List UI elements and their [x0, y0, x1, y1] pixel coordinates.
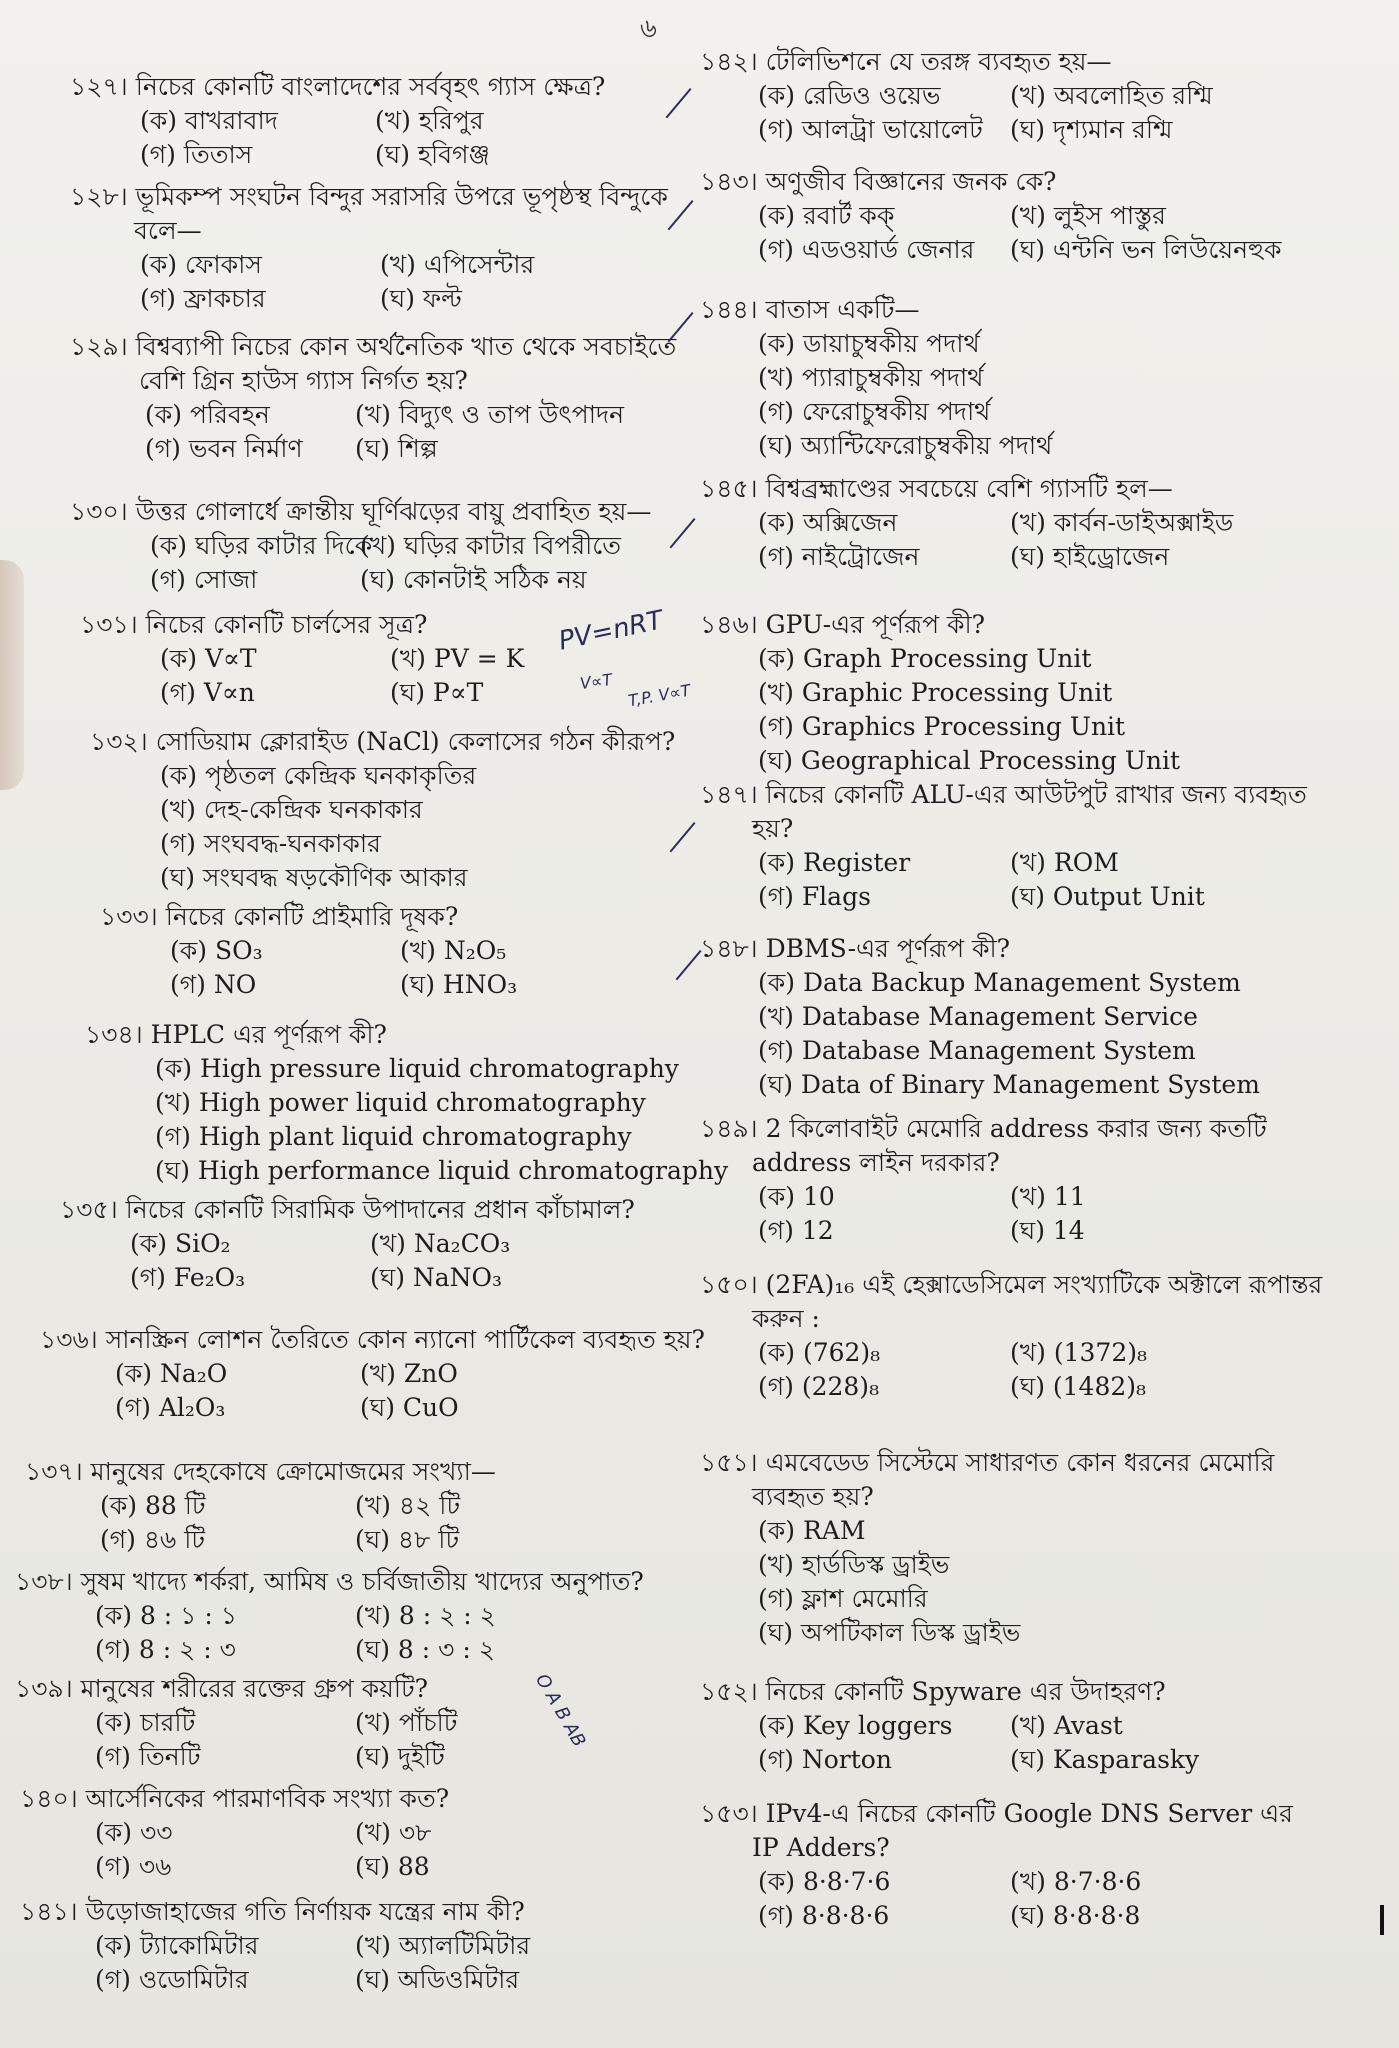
question-number: ১৪২।: [700, 47, 758, 76]
answer-option[interactable]: (ঘ) দুইটি: [355, 1742, 445, 1771]
question-stem: [70, 495, 651, 529]
answer-option[interactable]: (খ) হার্ডডিস্ক ড্রাইভ: [758, 1550, 950, 1579]
question-number: ১৪৪।: [700, 295, 758, 324]
answer-option[interactable]: (ক) পৃষ্ঠতল কেন্দ্রিক ঘনকাকৃতির: [160, 761, 477, 790]
question-right-10: [700, 1446, 1274, 1650]
answer-option[interactable]: (গ) নাইট্রোজেন: [758, 542, 920, 571]
question-number: ১২৮।: [70, 182, 128, 211]
options-group: [700, 966, 1260, 1102]
question-stem: [700, 45, 1112, 79]
answer-option[interactable]: (গ) (228)₈: [758, 1372, 880, 1401]
answer-option[interactable]: (খ) Graphic Processing Unit: [758, 678, 1113, 707]
answer-option[interactable]: (ঘ) অ্যান্টিফেরোচুম্বকীয় পদার্থ: [758, 431, 1053, 460]
answer-option[interactable]: (গ) ওডোমিটার: [95, 1965, 249, 1994]
question-number: ১২৯।: [70, 332, 128, 361]
question-text: উড়োজাহাজের গতি নির্ণায়ক যন্ত্রের নাম কী?: [85, 1897, 525, 1926]
question-stem: [70, 330, 676, 364]
question-stem-continued: ব্যবহৃত হয়?: [752, 1482, 874, 1511]
answer-option[interactable]: (ক) SO₃: [170, 936, 263, 965]
question-text: আর্সেনিকের পারমাণবিক সংখ্যা কত?: [85, 1784, 450, 1813]
question-text: সানস্ক্রিন লোশন তৈরিতে কোন ন্যানো পার্টিকেল ব্যবহৃত হয়?: [105, 1325, 705, 1354]
edge-mark: [1380, 1905, 1384, 1935]
question-stem: [70, 180, 668, 214]
answer-option[interactable]: (ক) 8 : ১ : ১: [95, 1601, 237, 1630]
question-left-9: [60, 1193, 635, 1295]
question-left-3: [70, 330, 676, 466]
question-text: বাতাস একটি—: [765, 295, 920, 324]
question-stem: [700, 1446, 1274, 1480]
tick-mark: [670, 518, 696, 548]
question-number: ১৩০।: [70, 497, 128, 526]
question-text: (2FA)₁₆ এই হেক্সাডেসিমেল সংখ্যাটিকে অক্টালে রূপান্তর: [765, 1270, 1323, 1299]
options-group: [60, 1227, 635, 1295]
question-number: ১৪৮।: [700, 934, 758, 963]
question-text: 2 কিলোবাইট মেমোরি address করার জন্য কতটি: [765, 1114, 1267, 1143]
thumb-shadow: [0, 560, 24, 790]
options-group: [100, 934, 518, 1002]
question-stem: [700, 1797, 1293, 1831]
answer-option[interactable]: (খ) (1372)₈: [1010, 1338, 1148, 1367]
answer-option[interactable]: (খ) Avast: [1010, 1711, 1123, 1740]
answer-option[interactable]: (ঘ) CuO: [360, 1393, 459, 1422]
answer-option[interactable]: (গ) 12: [758, 1216, 834, 1245]
question-number: ১৪১।: [20, 1897, 78, 1926]
question-left-11: [25, 1455, 496, 1557]
question-stem-continued: address লাইন দরকার?: [752, 1148, 1000, 1177]
answer-option[interactable]: (খ) ঘড়ির কাটার বিপরীতে: [360, 531, 622, 560]
question-text: অণুজীব বিজ্ঞানের জনক কে?: [765, 167, 1057, 196]
handwritten-blood-note: O A B AB: [531, 1670, 590, 1751]
question-number: ১৪০।: [20, 1784, 78, 1813]
options-group: [700, 79, 1213, 147]
answer-option[interactable]: (ঘ) এন্টনি ভন লিউয়েনহুক: [1010, 235, 1282, 264]
question-stem: [700, 1268, 1322, 1302]
answer-option[interactable]: (গ) Database Management System: [758, 1036, 1196, 1065]
question-stem: [700, 1112, 1267, 1146]
tick-mark: [668, 200, 694, 230]
question-number: ১৩৬।: [40, 1325, 98, 1354]
question-number: ১৩৯।: [15, 1674, 73, 1703]
question-stem-continued: IP Adders?: [752, 1833, 890, 1862]
answer-option[interactable]: (খ) Database Management Service: [758, 1002, 1198, 1031]
options-group: [70, 398, 676, 466]
answer-option[interactable]: (ঘ) অডিওমিটার: [355, 1965, 520, 1994]
question-left-10: [40, 1323, 705, 1425]
question-text: HPLC এর পূর্ণরূপ কী?: [150, 1020, 387, 1049]
question-stem: [15, 1565, 644, 1599]
answer-option[interactable]: (ক) পরিবহন: [145, 400, 270, 429]
question-stem-continued: করুন :: [752, 1304, 820, 1333]
question-text: বিশ্বব্যাপী নিচের কোন অর্থনৈতিক খাত থেকে সবচাইতে: [135, 332, 677, 361]
options-group: [700, 1514, 1274, 1650]
question-number: ১২৭।: [70, 72, 128, 101]
question-stem: [70, 70, 605, 104]
question-stem: [85, 1018, 387, 1052]
answer-option[interactable]: (খ) ৩৮: [355, 1818, 432, 1847]
answer-option[interactable]: (গ) ৩৬: [95, 1852, 172, 1881]
question-text: নিচের কোনটি সিরামিক উপাদানের প্রধান কাঁচামাল?: [125, 1195, 635, 1224]
answer-option[interactable]: (খ) কার্বন-ডাইঅক্সাইড: [1010, 508, 1234, 537]
answer-option[interactable]: (গ) Norton: [758, 1745, 892, 1774]
answer-option[interactable]: (গ) High plant liquid chromatography: [155, 1122, 632, 1151]
question-number: ১৩৫।: [60, 1195, 118, 1224]
answer-option[interactable]: (ক) ট্যাকোমিটার: [95, 1931, 259, 1960]
question-text: নিচের কোনটি ALU-এর আউটপুট রাখার জন্য ব্যবহৃত: [765, 780, 1307, 809]
answer-option[interactable]: (ক) Data Backup Management System: [758, 968, 1241, 997]
question-right-1: [700, 45, 1213, 147]
options-group: [700, 1865, 1293, 1933]
answer-option[interactable]: (ক) ৩৩: [95, 1818, 173, 1847]
question-text: উত্তর গোলার্ধে ক্রান্তীয় ঘূর্ণিঝড়ের বায়ু প্রবাহিত হয়—: [135, 497, 652, 526]
question-number: ১৪৫।: [700, 474, 758, 503]
question-stem: [15, 1672, 428, 1706]
answer-option[interactable]: (গ) ফ্রাকচার: [140, 284, 266, 313]
options-group: [700, 1709, 1200, 1777]
answer-option[interactable]: (ক) ঘড়ির কাটার দিকে: [150, 531, 373, 560]
answer-option[interactable]: (ঘ) ফল্ট: [380, 284, 462, 313]
question-left-7: [100, 900, 518, 1002]
answer-option[interactable]: (খ) বিদ্যুৎ ও তাপ উৎপাদন: [355, 400, 625, 429]
options-group: [70, 104, 605, 172]
question-text: বিশ্বব্রহ্মাণ্ডের সবচেয়ে বেশি গ্যাসটি হল—: [765, 474, 1173, 503]
question-right-2: [700, 165, 1282, 267]
answer-option[interactable]: (ক) রেডিও ওয়েভ: [758, 81, 941, 110]
answer-option[interactable]: (ক) বাখরাবাদ: [140, 106, 278, 135]
question-right-11: [700, 1675, 1200, 1777]
question-stem: [40, 1323, 705, 1357]
options-group: [25, 1489, 496, 1557]
answer-option[interactable]: (ঘ) (1482)₈: [1010, 1372, 1147, 1401]
answer-option[interactable]: (খ) 11: [1010, 1182, 1086, 1211]
answer-option[interactable]: (ক) High pressure liquid chromatography: [155, 1054, 679, 1083]
question-stem: [700, 165, 1056, 199]
question-right-3: [700, 293, 1053, 463]
answer-option[interactable]: (গ) V∝n: [160, 678, 255, 707]
options-group: [80, 642, 525, 710]
question-left-13: [15, 1672, 458, 1774]
answer-option[interactable]: (ঘ) হবিগঞ্জ: [375, 140, 490, 169]
answer-option[interactable]: (খ) 8·7·8·6: [1010, 1867, 1142, 1896]
question-stem: [700, 293, 920, 327]
question-text: সুষম খাদ্যে শর্করা, আমিষ ও চর্বিজাতীয় খাদ্যের অনুপাত?: [80, 1567, 644, 1596]
options-group: [700, 846, 1307, 914]
question-left-4: [70, 495, 651, 597]
question-stem-continued: বেশি গ্রিন হাউস গ্যাস নির্গত হয়?: [139, 366, 468, 395]
answer-option[interactable]: (খ) N₂O₅: [400, 936, 507, 965]
answer-option[interactable]: (ঘ) অপটিকাল ডিস্ক ড্রাইভ: [758, 1618, 1021, 1647]
question-text: নিচের কোনটি বাংলাদেশের সর্ববৃহৎ গ্যাস ক্ষেত্র?: [135, 72, 606, 101]
question-number: ১৩৩।: [100, 902, 158, 931]
question-left-5: [80, 608, 525, 710]
question-text: DBMS-এর পূর্ণরূপ কী?: [765, 934, 1011, 963]
question-stem: [20, 1782, 449, 1816]
answer-option[interactable]: (ক) 10: [758, 1182, 835, 1211]
question-text: এমবেডেড সিস্টেমে সাধারণত কোন ধরনের মেমোরি: [765, 1448, 1275, 1477]
question-number: ১৪৯।: [700, 1114, 758, 1143]
options-group: [700, 1180, 1267, 1248]
question-stem: [700, 778, 1307, 812]
answer-option[interactable]: (ক) Graph Processing Unit: [758, 644, 1092, 673]
question-text: GPU-এর পূর্ণরূপ কী?: [765, 610, 986, 639]
answer-option[interactable]: (খ) ROM: [1010, 848, 1119, 877]
question-stem: [25, 1455, 496, 1489]
question-right-6: [700, 778, 1307, 914]
page-number: ৬: [640, 14, 657, 44]
answer-option[interactable]: (ঘ) হাইড্রোজেন: [1010, 542, 1170, 571]
answer-option[interactable]: (ক) Register: [758, 848, 911, 877]
answer-option[interactable]: (ঘ) 14: [1010, 1216, 1085, 1245]
question-stem: [700, 608, 985, 642]
answer-option[interactable]: (খ) PV = K: [390, 644, 525, 673]
answer-option[interactable]: (ক) RAM: [758, 1516, 866, 1545]
answer-option[interactable]: (খ) 8 : ২ : ২: [355, 1601, 496, 1630]
question-left-14: [20, 1782, 449, 1884]
question-right-8: [700, 1112, 1267, 1248]
answer-option[interactable]: (ঘ) Data of Binary Management System: [758, 1070, 1260, 1099]
answer-option[interactable]: (গ) সংঘবদ্ধ-ঘনকাকার: [160, 829, 381, 858]
answer-option[interactable]: (ক) SiO₂: [130, 1229, 231, 1258]
question-number: ১৫১।: [700, 1448, 758, 1477]
answer-option[interactable]: (ঘ) 88: [355, 1852, 430, 1881]
options-group: [700, 642, 1181, 778]
answer-option[interactable]: (ঘ) দৃশ্যমান রশ্মি: [1010, 115, 1173, 144]
answer-option[interactable]: (খ) দেহ-কেন্দ্রিক ঘনকাকার: [160, 795, 423, 824]
answer-option[interactable]: (ক) ফোকাস: [140, 250, 262, 279]
question-left-2: [70, 180, 668, 316]
answer-option[interactable]: (খ) অবলোহিত রশ্মি: [1010, 81, 1213, 110]
answer-option[interactable]: (খ) হরিপুর: [375, 106, 484, 135]
answer-option[interactable]: (খ) এপিসেন্টার: [380, 250, 535, 279]
answer-option[interactable]: (খ) ZnO: [360, 1359, 458, 1388]
answer-option[interactable]: (ঘ) ৪৮ টি: [355, 1525, 460, 1554]
answer-option[interactable]: (ঘ) High performance liquid chromatography: [155, 1156, 729, 1185]
options-group: [700, 506, 1234, 574]
tick-mark: [666, 88, 692, 118]
options-group: [20, 1929, 531, 1997]
tick-mark: [668, 312, 694, 342]
question-text: নিচের কোনটি চার্লসের সূত্র?: [145, 610, 428, 639]
question-text: মানুষের দেহকোষে ক্রোমোজমের সংখ্যা—: [90, 1457, 496, 1486]
answer-option[interactable]: (গ) ফ্লাশ মেমোরি: [758, 1584, 928, 1613]
answer-option[interactable]: (ঘ) 8·8·8·8: [1010, 1901, 1141, 1930]
question-number: ১৩৭।: [25, 1457, 83, 1486]
question-stem-continued: বলে—: [134, 216, 202, 245]
question-text: নিচের কোনটি প্রাইমারি দূষক?: [165, 902, 459, 931]
answer-option[interactable]: (গ) এডওয়ার্ড জেনার: [758, 235, 975, 264]
answer-option[interactable]: (খ) লুইস পাস্তুর: [1010, 201, 1166, 230]
answer-option[interactable]: (খ) Na₂CO₃: [370, 1229, 511, 1258]
answer-option[interactable]: (গ) Fe₂O₃: [130, 1263, 246, 1292]
tick-mark: [676, 950, 702, 980]
options-group: [15, 1706, 458, 1774]
answer-option[interactable]: (ঘ) Kasparasky: [1010, 1745, 1200, 1774]
question-right-4: [700, 472, 1234, 574]
question-text: IPv4-এ নিচের কোনটি Google DNS Server এর: [765, 1799, 1293, 1828]
question-left-6: [90, 725, 675, 895]
handwritten-vat-note: V∝T: [578, 669, 614, 694]
question-stem: [20, 1895, 525, 1929]
question-right-7: [700, 932, 1260, 1102]
answer-option[interactable]: (ঘ) NaNO₃: [370, 1263, 503, 1292]
question-number: ১৪৭।: [700, 780, 758, 809]
question-stem: [80, 608, 427, 642]
answer-option[interactable]: (গ) Al₂O₃: [115, 1393, 226, 1422]
answer-option[interactable]: (ঘ) Output Unit: [1010, 882, 1205, 911]
question-right-12: [700, 1797, 1293, 1933]
answer-option[interactable]: (ঘ) শিল্প: [355, 434, 438, 463]
answer-option[interactable]: (গ) 8·8·8·6: [758, 1901, 890, 1930]
answer-option[interactable]: (ক) 8·8·7·6: [758, 1867, 891, 1896]
answer-option[interactable]: (গ) তিনটি: [95, 1742, 201, 1771]
answer-option[interactable]: (ঘ) P∝T: [390, 678, 484, 707]
answer-option[interactable]: (ক) V∝T: [160, 644, 257, 673]
answer-option[interactable]: (গ) Flags: [758, 882, 871, 911]
answer-option[interactable]: (ক) Key loggers: [758, 1711, 953, 1740]
answer-option[interactable]: (ক) Na₂O: [115, 1359, 228, 1388]
answer-option[interactable]: (খ) পাঁচটি: [355, 1708, 458, 1737]
options-group: [700, 199, 1282, 267]
question-text: নিচের কোনটি Spyware এর উদাহরণ?: [765, 1677, 1166, 1706]
options-group: [70, 248, 668, 316]
options-group: [15, 1599, 644, 1667]
question-number: ১৩২।: [90, 727, 148, 756]
answer-option[interactable]: (ঘ) HNO₃: [400, 970, 518, 999]
question-right-9: [700, 1268, 1322, 1404]
question-number: ১৩৮।: [15, 1567, 73, 1596]
question-number: ১৪৩।: [700, 167, 758, 196]
answer-option[interactable]: (ক) (762)₈: [758, 1338, 881, 1367]
answer-option[interactable]: (ক) চারটি: [95, 1708, 196, 1737]
answer-option[interactable]: (খ) High power liquid chromatography: [155, 1088, 646, 1117]
answer-option[interactable]: (গ) ফেরোচুম্বকীয় পদার্থ: [758, 397, 991, 426]
question-stem-continued: হয়?: [752, 814, 794, 843]
question-number: ১৩৪।: [85, 1020, 143, 1049]
question-text: সোডিয়াম ক্লোরাইড (NaCl) কেলাসের গঠন কীরূপ?: [155, 727, 676, 756]
question-left-1: [70, 70, 605, 172]
answer-option[interactable]: (খ) ৪২ টি: [355, 1491, 461, 1520]
answer-option[interactable]: (ক) রবার্ট কক্: [758, 201, 895, 230]
answer-option[interactable]: (ক) 88 টি: [100, 1491, 206, 1520]
answer-option[interactable]: (ঘ) সংঘবদ্ধ ষড়কৌণিক আকার: [160, 863, 468, 892]
answer-option[interactable]: (ক) অক্সিজেন: [758, 508, 898, 537]
options-group: [40, 1357, 705, 1425]
handwritten-tp-note: T,P. V∝T: [626, 680, 692, 711]
question-number: ১৫০।: [700, 1270, 758, 1299]
question-text: মানুষের শরীরের রক্তের গ্রুপ কয়টি?: [80, 1674, 429, 1703]
answer-option[interactable]: (ঘ) Geographical Processing Unit: [758, 746, 1181, 775]
answer-option[interactable]: (গ) ভবন নির্মাণ: [145, 434, 303, 463]
answer-option[interactable]: (গ) সোজা: [150, 565, 258, 594]
question-stem: [90, 725, 675, 759]
question-text: টেলিভিশনে যে তরঙ্গ ব্যবহৃত হয়—: [765, 47, 1112, 76]
options-group: [20, 1816, 449, 1884]
question-left-12: [15, 1565, 644, 1667]
answer-option[interactable]: (গ) Graphics Processing Unit: [758, 712, 1126, 741]
question-left-15: [20, 1895, 531, 1997]
question-stem: [700, 932, 1010, 966]
options-group: [700, 1336, 1322, 1404]
question-right-5: [700, 608, 1181, 778]
options-group: [70, 529, 651, 597]
question-stem: [700, 1675, 1166, 1709]
answer-option[interactable]: (ক) ডায়াচুম্বকীয় পদার্থ: [758, 329, 980, 358]
answer-option[interactable]: (গ) 8 : ২ : ৩: [95, 1635, 236, 1664]
answer-option[interactable]: (গ) তিতাস: [140, 140, 253, 169]
question-stem: [100, 900, 458, 934]
answer-option[interactable]: (গ) NO: [170, 970, 257, 999]
answer-option[interactable]: (খ) অ্যালটিমিটার: [355, 1931, 531, 1960]
question-number: ১৪৬।: [700, 610, 758, 639]
question-stem: [700, 472, 1173, 506]
question-number: ১৫২।: [700, 1677, 758, 1706]
options-group: [90, 759, 675, 895]
answer-option[interactable]: (গ) ৪৬ টি: [100, 1525, 206, 1554]
answer-option[interactable]: (ঘ) কোনটাই সঠিক নয়: [360, 565, 587, 594]
handwritten-pv-note: PV=nRT: [556, 605, 666, 657]
question-number: ১৫৩।: [700, 1799, 758, 1828]
question-stem: [60, 1193, 635, 1227]
options-group: [700, 327, 1053, 463]
question-text: ভূমিকম্প সংঘটন বিন্দুর সরাসরি উপরে ভূপৃষ্ঠস্থ বিন্দুকে: [135, 182, 668, 211]
answer-option[interactable]: (গ) আলট্রা ভায়োলেট: [758, 115, 983, 144]
answer-option[interactable]: (খ) প্যারাচুম্বকীয় পদার্থ: [758, 363, 984, 392]
answer-option[interactable]: (ঘ) 8 : ৩ : ২: [355, 1635, 495, 1664]
question-number: ১৩১।: [80, 610, 138, 639]
